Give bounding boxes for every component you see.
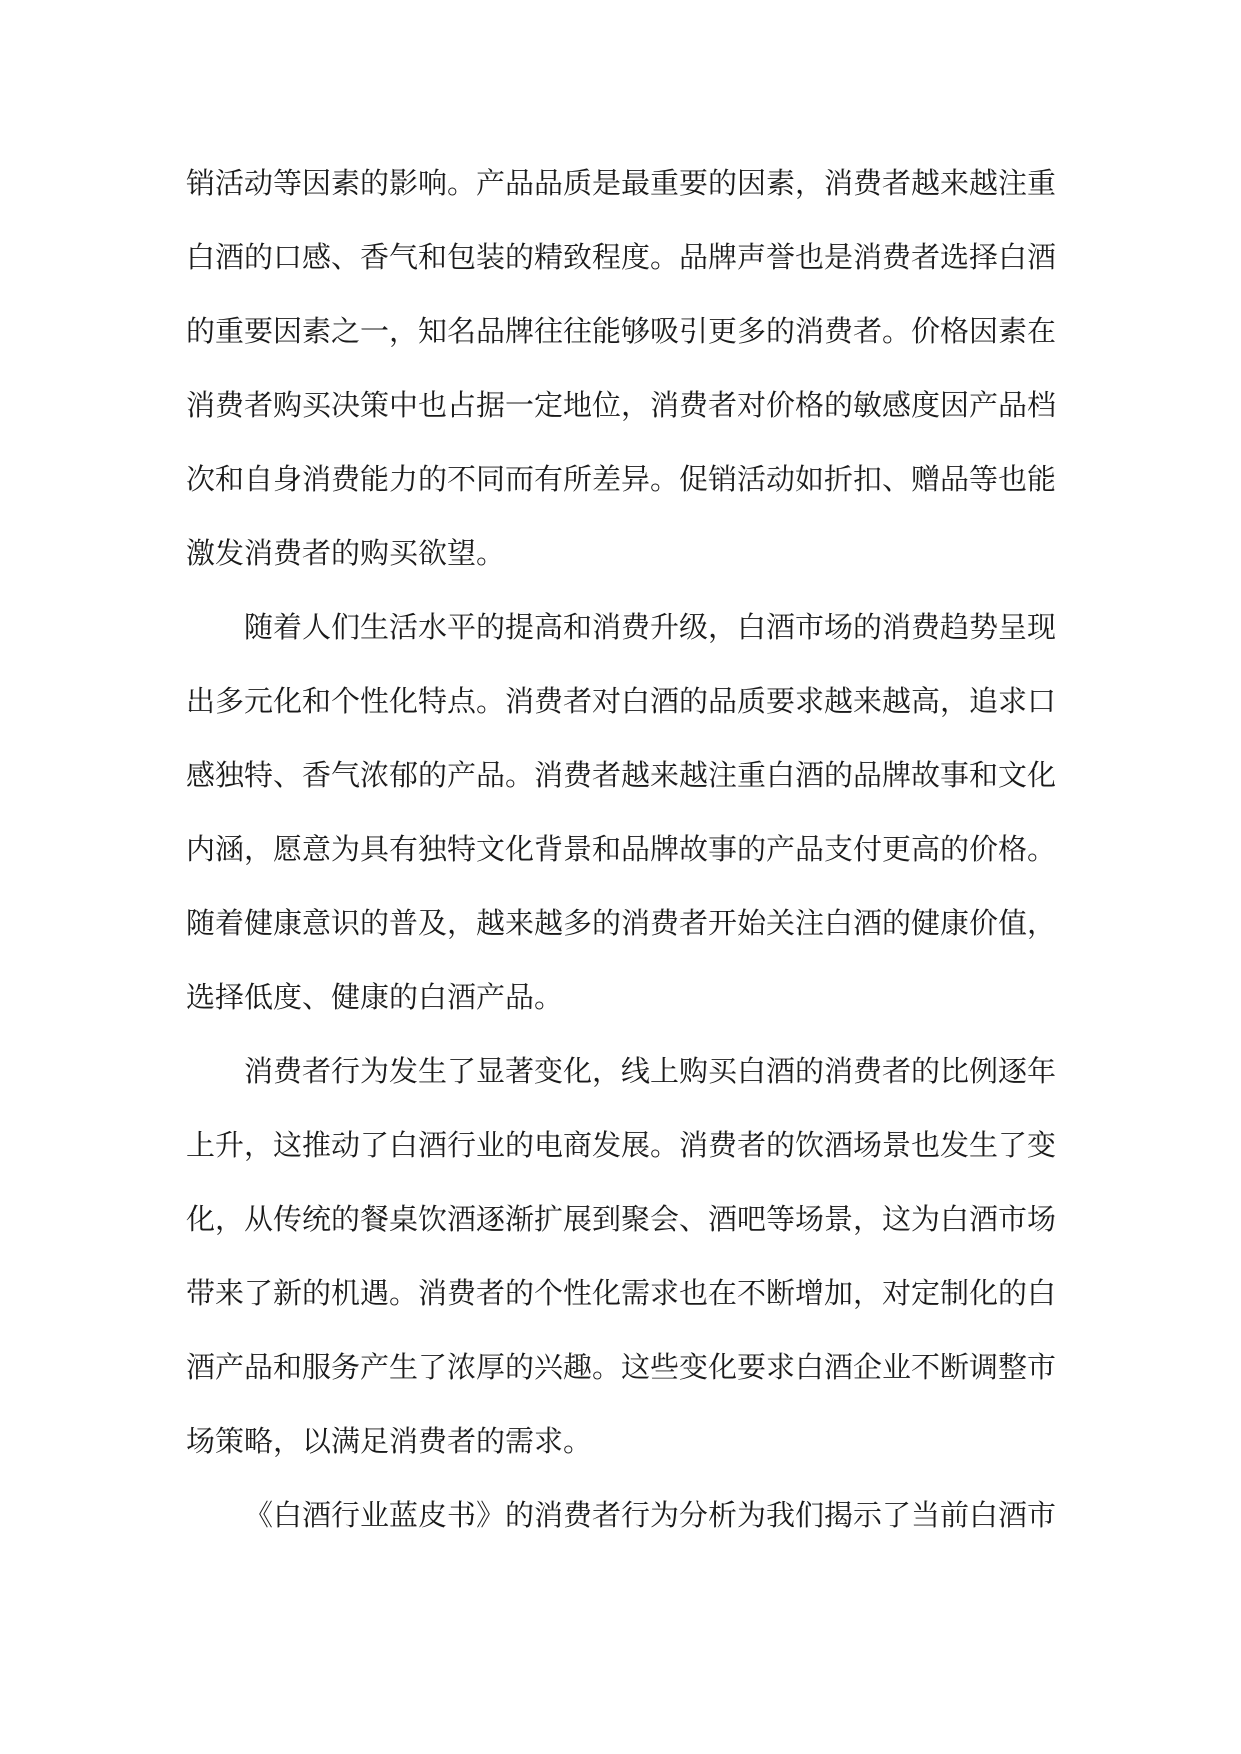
paragraph	[186, 590, 1056, 1034]
paragraph	[186, 146, 1056, 590]
document-body	[186, 146, 1056, 1552]
text-line: 内涵，愿意为具有独特文化背景和品牌故事的产品支付更高的价格。	[186, 832, 1057, 866]
text-line: 出多元化和个性化特点。消费者对白酒的品质要求越来越高，追求口	[186, 684, 1057, 718]
paragraph	[186, 1478, 1056, 1552]
text-line: 化，从传统的餐桌饮酒逐渐扩展到聚会、酒吧等场景，这为白酒市场	[186, 1202, 1057, 1236]
text-line: 白酒的口感、香气和包装的精致程度。品牌声誉也是消费者选择白酒	[186, 240, 1057, 274]
text-line: 酒产品和服务产生了浓厚的兴趣。这些变化要求白酒企业不断调整市	[186, 1350, 1057, 1384]
text-line: 带来了新的机遇。消费者的个性化需求也在不断增加，对定制化的白	[186, 1276, 1057, 1310]
text-line: 随着人们生活水平的提高和消费升级，白酒市场的消费趋势呈现	[244, 610, 1057, 644]
text-line: 随着健康意识的普及，越来越多的消费者开始关注白酒的健康价值，	[186, 906, 1057, 940]
text-line: 消费者行为发生了显著变化，线上购买白酒的消费者的比例逐年	[244, 1054, 1057, 1088]
paragraph	[186, 1034, 1056, 1478]
text-line: 消费者购买决策中也占据一定地位，消费者对价格的敏感度因产品档	[186, 388, 1057, 422]
text-line: 次和自身消费能力的不同而有所差异。促销活动如折扣、赠品等也能	[186, 462, 1057, 496]
text-line: 销活动等因素的影响。产品品质是最重要的因素，消费者越来越注重	[186, 166, 1057, 200]
text-line: 感独特、香气浓郁的产品。消费者越来越注重白酒的品牌故事和文化	[186, 758, 1057, 792]
text-line: 激发消费者的购买欲望。	[186, 536, 506, 570]
text-line: 《白酒行业蓝皮书》的消费者行为分析为我们揭示了当前白酒市	[244, 1498, 1057, 1532]
text-line: 场策略，以满足消费者的需求。	[186, 1424, 593, 1458]
text-line: 上升，这推动了白酒行业的电商发展。消费者的饮酒场景也发生了变	[186, 1128, 1057, 1162]
text-line: 选择低度、健康的白酒产品。	[186, 980, 564, 1014]
text-line: 的重要因素之一，知名品牌往往能够吸引更多的消费者。价格因素在	[186, 314, 1057, 348]
